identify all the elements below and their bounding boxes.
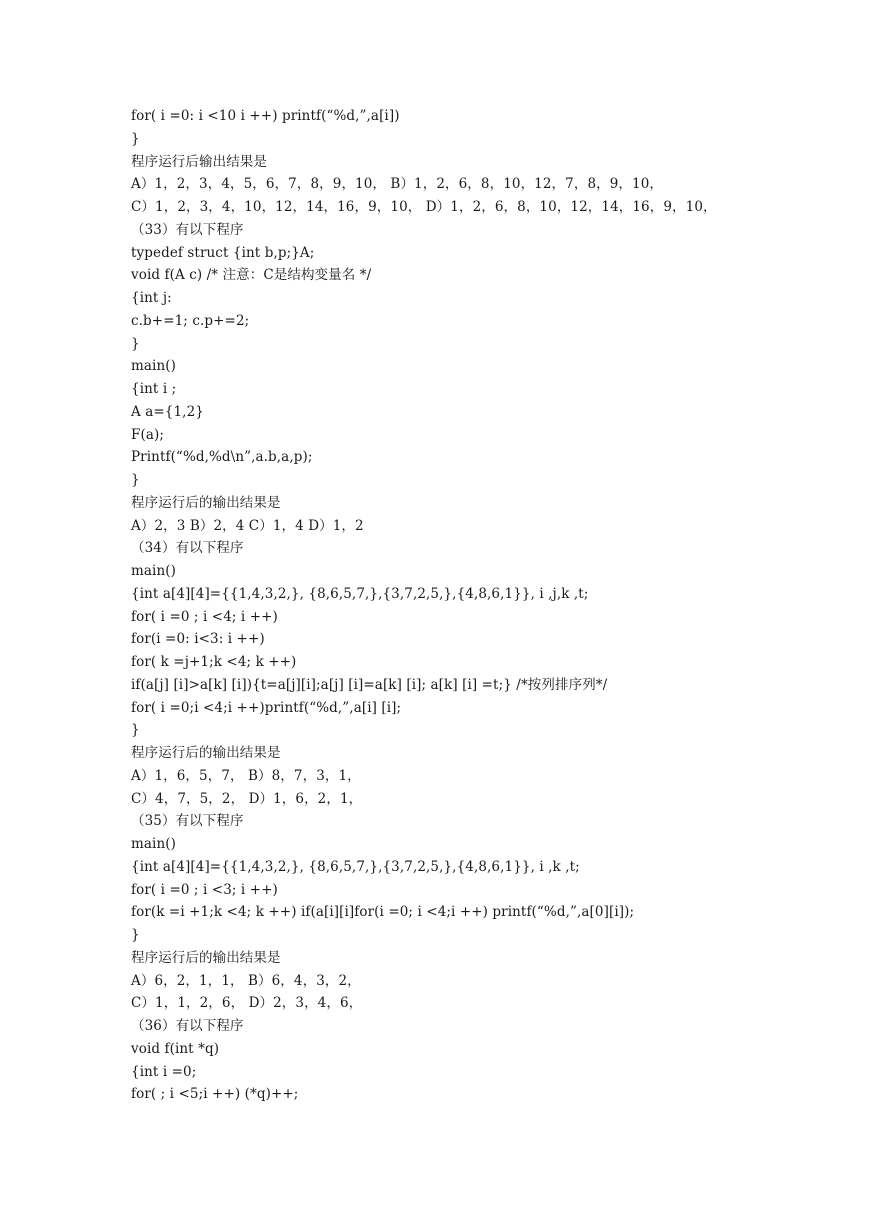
text-line: void f(int *q) <box>131 1040 220 1057</box>
code-listing <box>131 105 851 1106</box>
text-line: for( i =0: i <10 i ++) printf(“%d,”,a[i]) <box>131 108 400 124</box>
text-line: } <box>131 472 140 488</box>
text-line: void f(A c) /* 注意：C是结构变量名 */ <box>131 267 372 284</box>
text-line: {int a[4][4]={{1,4,3,2,}, {8,6,5,7,},{3,7,2,5,},{4,8,6,1}}, i ,j,k ,t; <box>131 585 589 602</box>
text-line: F(a); <box>131 426 164 443</box>
text-line: （33）有以下程序 <box>131 221 244 238</box>
text-line: for(i =0: i<3: i ++) <box>131 631 265 648</box>
text-line: {int a[4][4]={{1,4,3,2,}, {8,6,5,7,},{3,7,2,5,},{4,8,6,1}}, i ,k ,t; <box>131 858 580 875</box>
text-line: for( i =0;i <4;i ++)printf(“%d,”,a[i] [i]; <box>131 699 402 716</box>
text-line: {int i ; <box>131 381 177 397</box>
text-line: 程序运行后的输出结果是 <box>131 745 281 761</box>
text-line: 程序运行后输出结果是 <box>131 153 267 170</box>
text-line: c.b+=1; c.p+=2; <box>131 312 250 329</box>
text-line: Printf(“%d,%d\n”,a.b,a,p); <box>131 449 313 466</box>
text-line: A）6，2，1，1， B）6，4，3，2， <box>131 972 361 989</box>
text-line: A）1，2，3，4，5，6，7，8，9，10， B）1，2，6，8，10，12，7，8，9，10， <box>131 176 663 193</box>
text-line: （35）有以下程序 <box>131 813 244 830</box>
text-line: A）2，3 B）2，4 C）1，4 D）1，2 <box>131 517 364 534</box>
text-line: for( ; i <5;i ++) (*q)++; <box>131 1086 299 1103</box>
text-line: 程序运行后的输出结果是 <box>131 949 281 966</box>
text-line: } <box>131 335 140 352</box>
text-line: for( i =0 ; i <3; i ++) <box>131 881 278 898</box>
text-line: for(k =i +1;k <4; k ++) if(a[i][i]for(i =0; i <4;i ++) printf(“%d,”,a[0][i]); <box>131 904 635 921</box>
text-line: } <box>131 130 140 147</box>
text-line: C）1，2，3，4，10，12，14，16，9，10， D）1，2，6，8，10，12，14，16，9，10， <box>131 199 717 215</box>
text-line: （34）有以下程序 <box>131 540 244 557</box>
text-line: for( i =0 ; i <4; i ++) <box>131 608 278 625</box>
text-line: } <box>131 927 140 943</box>
text-line: C）4，7，5，2， D）1，6，2，1， <box>131 790 363 807</box>
text-line: for( k =j+1;k <4; k ++) <box>131 654 297 670</box>
text-line: A）1，6，5，7， B）8，7，3，1， <box>131 767 361 784</box>
text-line: main() <box>131 836 176 852</box>
text-line: typedef struct {int b,p;}A; <box>131 244 315 261</box>
text-line: A a={1,2} <box>131 403 204 420</box>
text-line: （36）有以下程序 <box>131 1018 244 1034</box>
text-line: C）1，1，2，6， D）2，3，4，6， <box>131 995 363 1012</box>
text-line: main() <box>131 563 176 579</box>
text-line: 程序运行后的输出结果是 <box>131 494 281 511</box>
text-line: {int j: <box>131 290 172 306</box>
text-line: main() <box>131 358 176 375</box>
text-line: if(a[j] [i]>a[k] [i]){t=a[j][i];a[j] [i]=a[k] [i]; a[k] [i] =t;} /*按列排序列*/ <box>131 676 608 693</box>
text-line: } <box>131 722 140 739</box>
text-line: {int i =0; <box>131 1063 197 1080</box>
